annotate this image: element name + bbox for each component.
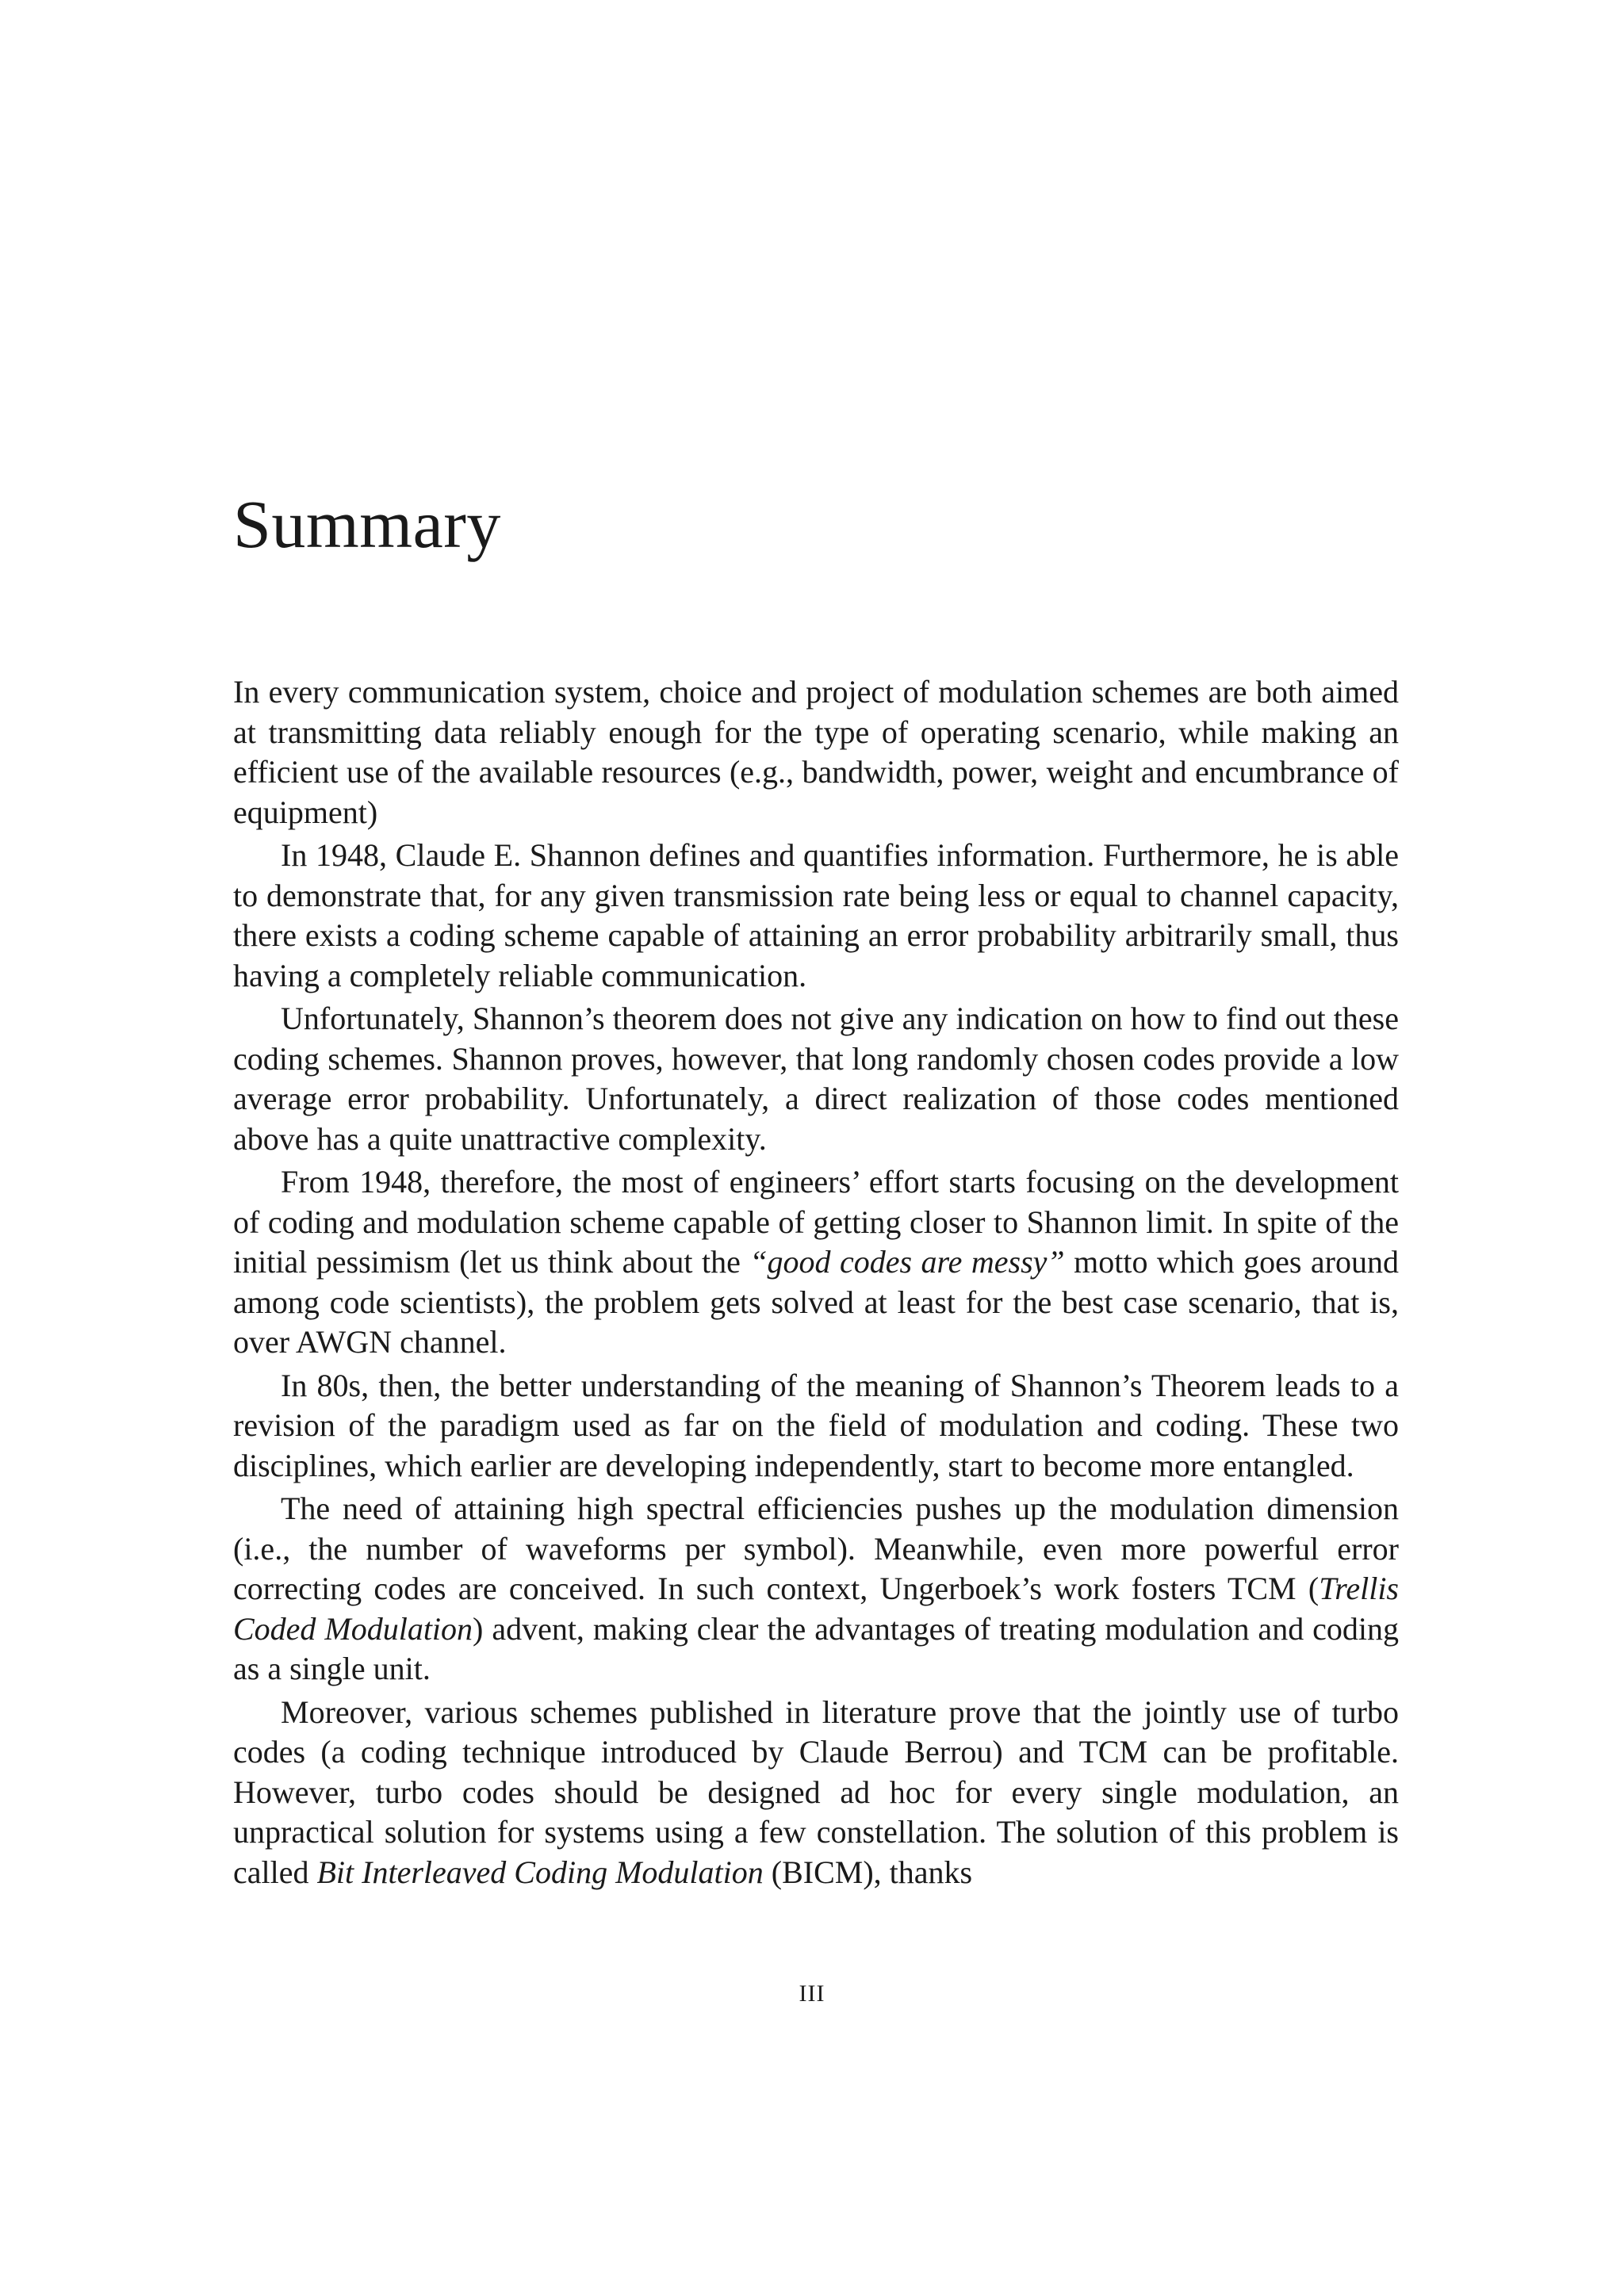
page-title: Summary — [233, 486, 501, 562]
summary-body — [233, 672, 1399, 1896]
italic-term: Trellis Coded Modulation — [233, 1571, 1399, 1647]
paragraph — [233, 1693, 1399, 1893]
italic-quote: “good codes are messy” — [749, 1244, 1065, 1280]
paragraph-text: motto which goes around among code scientists), the problem gets solved at least for the best case scenario, that is, over AWGN channel. — [233, 1244, 1399, 1360]
page-number: III — [799, 1980, 825, 2007]
paragraph-text: Unfortunately, Shannon’s theorem does not give any indication on how to find out these coding schemes. Shannon proves, however, that long randomly chosen codes provide a low average error probability. Unfortunately, a direct realization of those codes mentioned above has a quite unattractive complexity. — [233, 1001, 1399, 1157]
paragraph — [233, 672, 1399, 832]
paragraph-text: The need of attaining high spectral efficiencies pushes up the modulation dimension (i.e., the number of waveforms per symbol). Meanwhile, even more powerful error correcting codes are conceived. In such context, Ungerboek’s work fosters TCM ( — [233, 1490, 1399, 1606]
paragraph — [233, 836, 1399, 996]
paragraph-text: Moreover, various schemes published in literature prove that the jointly use of turbo codes (a coding technique introduced by Claude Berrou) and TCM can be profitable. However, turbo codes should be designed ad hoc for every single modulation, an unpractical solution for systems using a few constellation. The solution of this problem is called — [233, 1693, 1399, 1890]
paragraph — [233, 1489, 1399, 1689]
paragraph-text: In every communication system, choice and project of modulation schemes are both aimed at transmitting data reliably enough for the type of operating scenario, while making an efficient use of the available resources (e.g., bandwidth, power, weight and encumbrance of equipment) — [233, 674, 1399, 830]
italic-term: Bit Interleaved Coding Modulation — [316, 1854, 764, 1890]
paragraph-text: In 80s, then, the better understanding of the meaning of Shannon’s Theorem leads to a revision of the paradigm used as far on the field of modulation and coding. These two disciplines, which earlier are developing independently, start to become more entangled. — [233, 1367, 1399, 1483]
paragraph — [233, 999, 1399, 1159]
paragraph — [233, 1162, 1399, 1363]
paragraph-text: From 1948, therefore, the most of engineers’ effort starts focusing on the development of coding and modulation scheme capable of getting closer to Shannon limit. In spite of the initial pessimism (let us think about the — [233, 1164, 1399, 1280]
paragraph-text: (BICM), thanks — [763, 1854, 973, 1890]
paragraph-text: In 1948, Claude E. Shannon defines and quantifies information. Furthermore, he is able to demonstrate that, for any given transmission rate being less or equal to channel capacity, there exists a coding scheme capable of attaining an error probability arbitrarily small, thus having a completely reliable communication. — [233, 837, 1399, 993]
paragraph — [233, 1366, 1399, 1487]
paragraph-text: ) advent, making clear the advantages of treating modulation and coding as a single unit. — [233, 1610, 1400, 1686]
